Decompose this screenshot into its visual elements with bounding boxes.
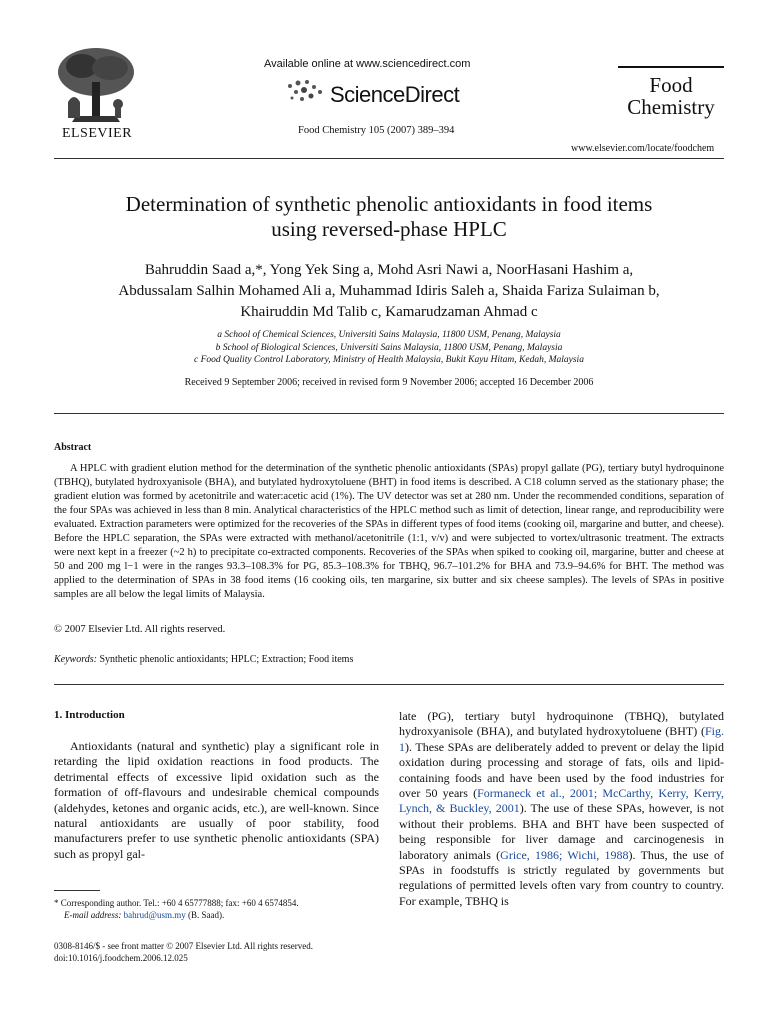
elsevier-tree-logo <box>52 42 140 130</box>
intro-right-column <box>399 709 724 909</box>
journal-title-line1: Food <box>649 73 693 97</box>
abstract-body: A HPLC with gradient elution method for the determination of the synthetic phenolic antioxidants (SPAs) propyl gallate (PG), tertiary butyl hydroquinone (TBHQ), butylated hydroxyanisole (BHA), and butylated hydroxytoluene (BHT) in food items is described. A C18 column served as the stationary phase; the gradient elution was formed by acetonitrile and water:acetic acid (1%). The UV detector was set at 280 nm. Under the recommended conditions, separation of the four SPAs was achieved in less than 8 min. Analytical characteristics of the HPLC method such as limit of detection, linear range, and reproducibility were evaluated. Extraction parameters were optimized for the recoveries of the SPAs in different types of food items (cooking oil, margarine and butter, and cheese). Before the HPLC separation, the SPAs were extracted with methanol/acetonitrile (1:1, v/v) and were subjected to vortex/ultrasonic treatment. The extracts were next kept in a freezer (~2 h) to precipitate co-extracted components. Recoveries of the SPAs when spiked to cooking oil, margarine, butter and cheese at 50 and 200 mg l−1 were in the ranges 93.3–108.3% for PG, 85.3–108.3% for TBHQ, 96.7–101.2% for BHA and 73.9–94.6% for BHT. The method was applied to the determination of SPAs in 38 food items (16 cooking oils, ten margarine, six butter and six cheese samples). The levels of SPAs in positive samples are all below the legal limits of Malaysia. <box>54 463 724 600</box>
header-divider <box>54 158 724 159</box>
abstract-heading: Abstract <box>54 442 92 453</box>
journal-title-line2: Chemistry <box>627 95 715 119</box>
keywords-line <box>54 654 353 665</box>
front-matter-info <box>54 940 379 964</box>
author-list <box>54 260 724 323</box>
available-online-text: Available online at www.sciencedirect.com <box>264 58 471 70</box>
intro-right-text-d: ). Thus, the use of SPAs in foodstuffs is strictly regulated by governments but regulations of permitted levels often vary from country to country. For example, TBHQ is <box>399 847 725 908</box>
section-heading-introduction: 1. Introduction <box>54 709 125 721</box>
authors-line3: Khairuddin Md Talib c, Kamarudzaman Ahmad c <box>240 304 538 320</box>
doi-line: doi:10.1016/j.foodchem.2006.12.025 <box>54 953 188 963</box>
authors-line2: Abdussalam Salhin Mohamed Ali a, Muhammad Idiris Saleh a, Shaida Fariza Sulaiman b, <box>118 283 660 299</box>
sciencedirect-dots-icon <box>286 78 326 108</box>
intro-right-text-b: ). These SPAs are deliberately added to prevent or delay the lipid oxidation during processing and storage of fats, oils and lipid-containing foods and have been used by the food industries for over 50 years ( <box>399 739 724 801</box>
journal-title-rule <box>618 66 724 68</box>
affiliation-c: c Food Quality Control Laboratory, Ministry of Health Malaysia, Bukit Kayu Hitam, Kedah, Malaysia <box>194 355 584 365</box>
affiliation-a: a School of Chemical Sciences, Universiti Sains Malaysia, 11800 USM, Penang, Malaysia <box>217 330 561 340</box>
figure-link[interactable]: Fig. 1 <box>399 724 724 754</box>
title-line1: Determination of synthetic phenolic antioxidants in food items <box>125 192 653 216</box>
intro-right-text-c: ). The use of these SPAs, however, is not without their problems. BHA and BHT have been suspected of being responsible for liver damage and carcinogenesis in laboratory animals ( <box>399 801 724 862</box>
email-link[interactable]: bahrud@usm.my <box>123 910 186 920</box>
intro-right-text-a: late (PG), tertiary butyl hydroquinone (TBHQ), butylated hydroxyanisole (BHA), and butylated hydroxytoluene (BHT) ( <box>399 709 724 739</box>
issn-line: 0308-8146/$ - see front matter © 2007 Elsevier Ltd. All rights reserved. <box>54 941 314 951</box>
citation-link-2[interactable]: Grice, 1986; Wichi, 1988 <box>500 847 629 862</box>
keywords-label: Keywords: <box>54 654 97 665</box>
journal-reference: Food Chemistry 105 (2007) 389–394 <box>298 125 455 136</box>
journal-title <box>618 74 724 118</box>
title-line2: using reversed-phase HPLC <box>271 217 507 241</box>
footnote-rule <box>54 890 100 891</box>
email-line <box>54 909 379 921</box>
title-divider <box>54 413 724 414</box>
abstract-copyright: © 2007 Elsevier Ltd. All rights reserved. <box>54 624 226 635</box>
citation-link-1[interactable]: Formaneck et al., 2001; McCarthy, Kerry, Kerry, Lynch, & Buckley, 2001 <box>399 786 724 816</box>
intro-left-column: Antioxidants (natural and synthetic) play a significant role in retarding the lipid oxidation reactions in food products. The detrimental effects of excessive lipid oxidation such as the formation of off-flavours and undesirable chemical compounds (aldehydes, ketones and organic acids, etc.), are well-known. Since natural antioxidants are usually of poor stability, food manufacturers prefer to use synthetic phenolic antioxidants (SPA) such as propyl gal- <box>54 739 379 861</box>
affiliation-b: b School of Biological Sciences, Universiti Sains Malaysia, 11800 USM, Penang, Malaysia <box>215 342 563 353</box>
email-label: E-mail address: <box>64 910 122 920</box>
keywords-list: Synthetic phenolic antioxidants; HPLC; Extraction; Food items <box>99 654 354 665</box>
sciencedirect-logo: ScienceDirect <box>330 82 460 107</box>
publisher-name: ELSEVIER <box>61 126 133 141</box>
received-dates: Received 9 September 2006; received in revised form 9 November 2006; accepted 16 December 2006 <box>184 377 594 388</box>
email-suffix: (B. Saad). <box>187 910 225 920</box>
abstract-divider <box>54 684 724 685</box>
authors-line1: Bahruddin Saad a,*, Yong Yek Sing a, Mohd Asri Nawi a, NoorHasani Hashim a, <box>144 262 634 278</box>
journal-url[interactable]: www.elsevier.com/locate/foodchem <box>571 143 715 154</box>
article-title <box>54 192 724 242</box>
corresponding-author: * Corresponding author. Tel.: +60 4 65777888; fax: +60 4 6574854. <box>54 898 299 908</box>
affiliations <box>54 329 724 367</box>
footnote <box>54 897 379 921</box>
